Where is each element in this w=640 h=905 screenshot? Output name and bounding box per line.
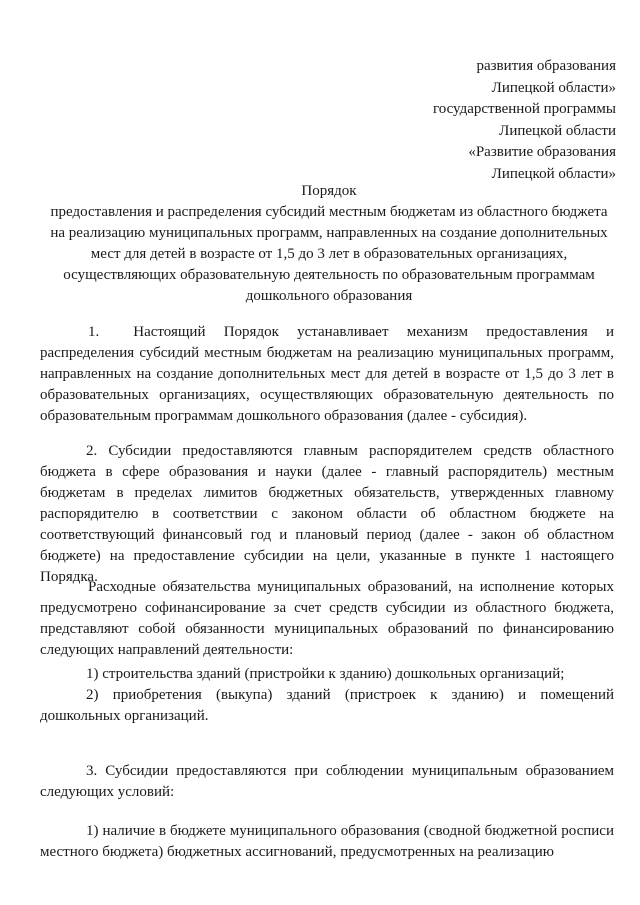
title-heading: Порядок	[301, 183, 357, 199]
header-line: Липецкой области»	[491, 165, 616, 182]
list-item-2: 2) приобретения (выкупа) зданий (пристроек к зданию) и помещений дошкольных организаций.	[40, 687, 614, 724]
approval-header	[396, 56, 616, 185]
paragraph-1	[40, 322, 614, 427]
header-line: «Развитие образования	[468, 144, 616, 160]
title-line: мест для детей в возрасте от 1,5 до 3 лет в образовательных организациях,	[90, 246, 568, 262]
title-line: осуществляющих образовательную деятельность по образовательным программам	[63, 267, 595, 283]
paragraph-1-text: Настоящий Порядок устанавливает механизм предоставления и распределения субсидий местным бюджетам на реализацию муниципальных программ, направленных на создание дополнительных мест для детей в возрасте от 1,5 до 3 лет в образовательных организациях, осуществляющих образовательную деятельность по образовательным программам дошкольного образования (далее - субсидия).	[40, 324, 614, 424]
paragraph-1-number: 1.	[88, 324, 100, 340]
header-line: Липецкой области»	[491, 79, 616, 96]
header-line: Липецкой области	[499, 122, 616, 139]
paragraph-2: 2. Субсидии предоставляются главным распорядителем средств областного бюджета в сфере образования и науки (далее - главный распорядитель) местным бюджетам в пределах лимитов бюджетных обязательств, утвержденных главному распорядителю в соответствии с законом области об областном бюджете на соответствующий финансовый год и плановый период (далее - закон об областном бюджете) на предоставление субсидии на цели, указанные в пункте 1 настоящего Порядка.	[40, 443, 614, 585]
document-title	[48, 181, 610, 307]
paragraph-3: 3. Субсидии предоставляются при соблюдении муниципальным образованием следующих условий:	[40, 763, 614, 800]
list-item-1: 1) строительства зданий (пристройки к зданию) дошкольных организаций;	[86, 666, 565, 682]
title-line: на реализацию муниципальных программ, направленных на создание дополнительных	[50, 225, 608, 241]
paragraph-obligations: Расходные обязательства муниципальных образований, на исполнение которых предусмотрено софинансирование за счет средств субсидии из областного бюджета, представляют собой обязанности муниципальных образований по финансированию следующих направлений деятельности:	[40, 579, 614, 658]
header-line: государственной программы	[432, 101, 616, 117]
title-line: дошкольного образования	[245, 288, 413, 304]
condition-item-1: 1) наличие в бюджете муниципального образования (сводной бюджетной росписи местного бюджета) бюджетных ассигнований, предусмотренных на реализацию	[40, 823, 614, 860]
header-line: развития образования	[476, 58, 616, 74]
title-line: предоставления и распределения субсидий местным бюджетам из областного бюджета	[50, 204, 608, 220]
